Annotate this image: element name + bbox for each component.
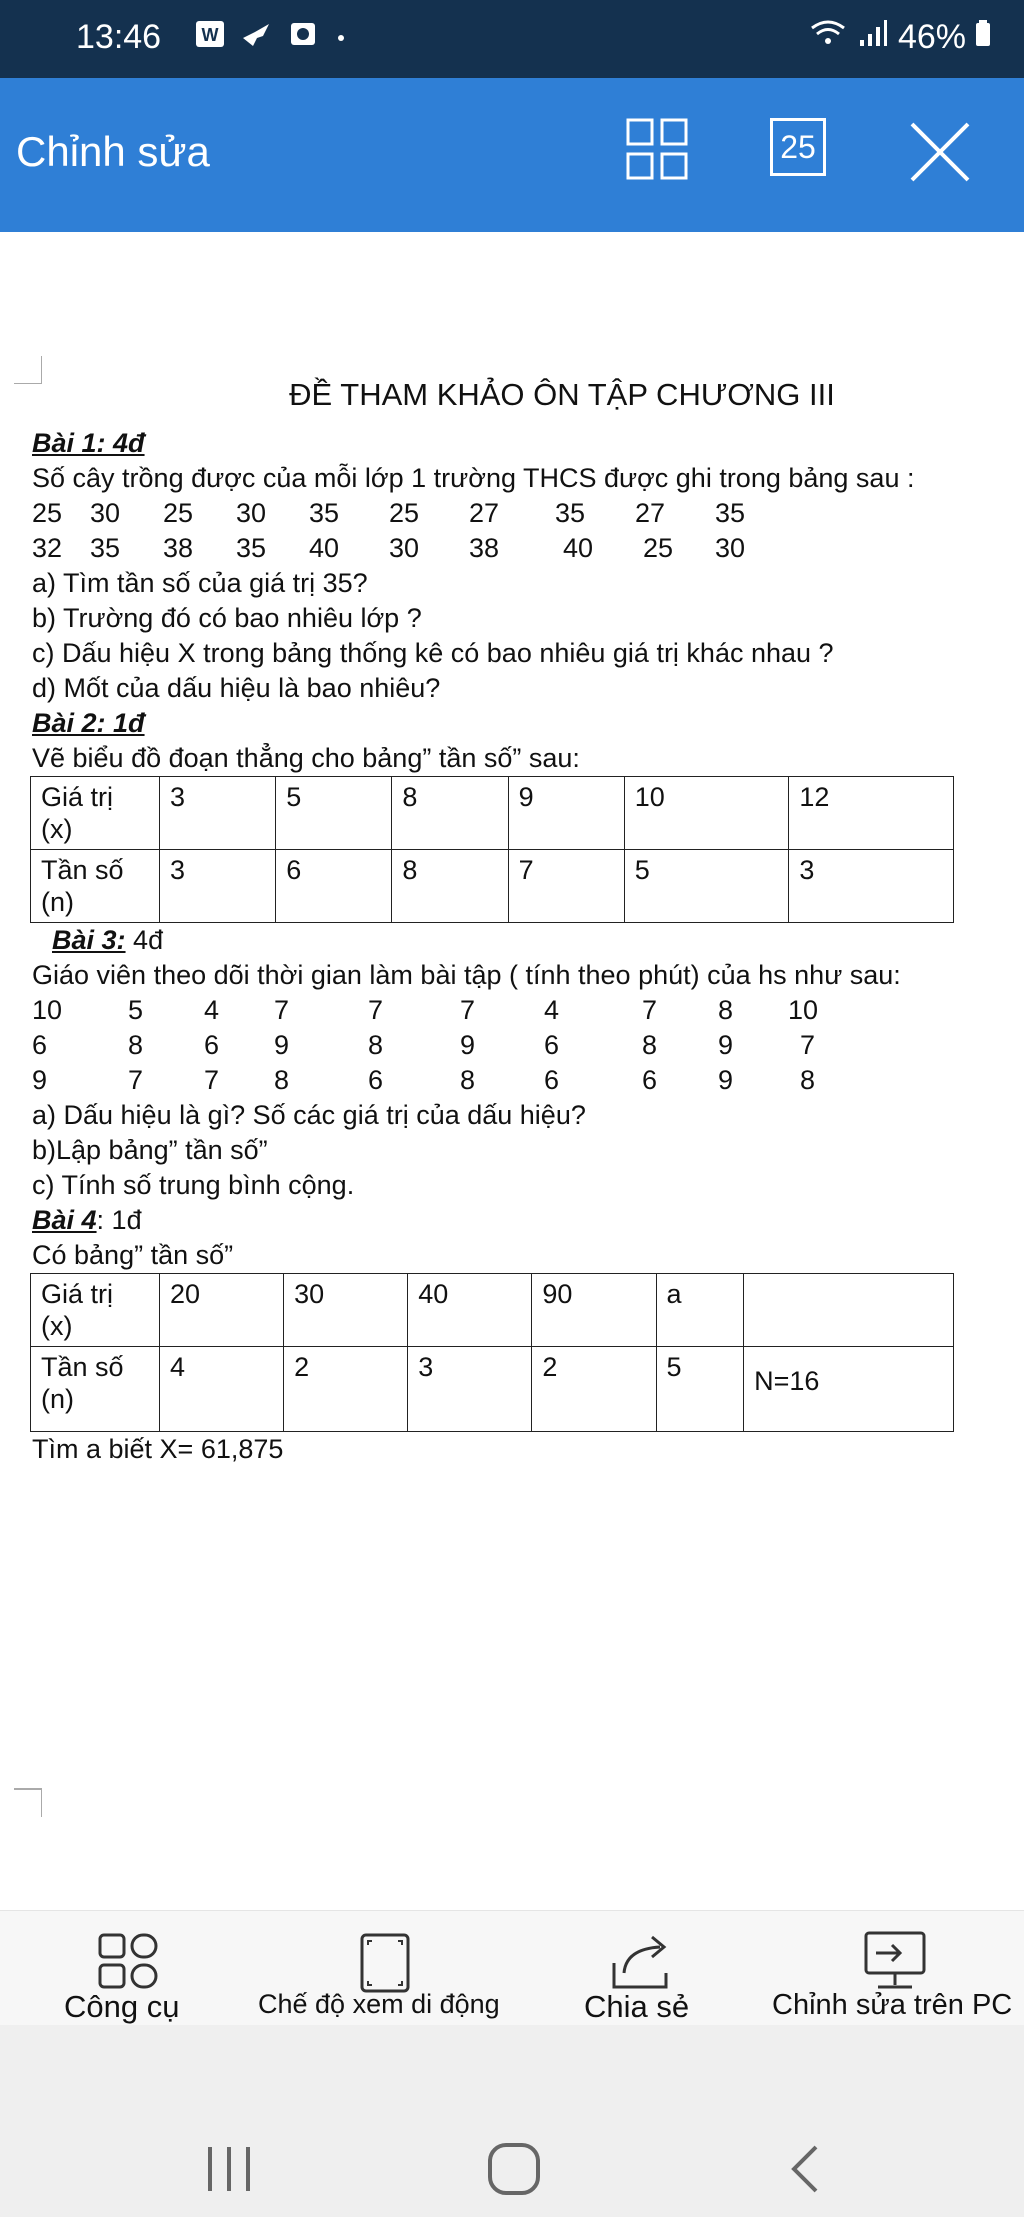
table-cell — [744, 1274, 954, 1347]
document-page — [32, 377, 1012, 1467]
num: 35 — [90, 533, 121, 563]
bai2-intro: Vẽ biểu đồ đoạn thẳng cho bảng” tần số” sau: — [32, 743, 580, 773]
table-cell: 5 — [624, 850, 789, 923]
table-cell: 2 — [532, 1347, 656, 1432]
num: 27 — [635, 498, 666, 528]
bai1-question-c: c) Dấu hiệu X trong bảng thống kê có bao nhiêu giá trị khác nhau ? — [32, 638, 834, 668]
num: 8 — [460, 1065, 476, 1095]
home-icon[interactable] — [486, 2141, 542, 2197]
bai3-intro: Giáo viên theo dõi thời gian làm bài tập ( tính theo phút) của hs như sau: — [32, 960, 901, 990]
tools-button[interactable] — [40, 1911, 216, 2026]
table-cell: 10 — [624, 777, 789, 850]
num: 35 — [555, 498, 586, 528]
edit-on-pc-icon — [862, 1931, 928, 1993]
grid-view-icon[interactable] — [626, 118, 688, 187]
page-title: Chỉnh sửa — [16, 128, 210, 175]
table-cell: 20 — [160, 1274, 284, 1347]
table-cell: 8 — [392, 777, 508, 850]
page-corner-mark-bottom — [12, 1787, 42, 1817]
table-cell: 7 — [508, 850, 624, 923]
document-viewer[interactable] — [0, 232, 1024, 1910]
signal-icon — [858, 18, 888, 57]
table-row — [31, 1274, 954, 1347]
num: 8 — [800, 1065, 816, 1095]
row-label: Tần số (n) — [31, 1347, 160, 1432]
page-count: 25 — [780, 129, 816, 165]
table-cell: 12 — [789, 777, 954, 850]
camera-icon — [289, 20, 317, 53]
num: 40 — [309, 533, 340, 563]
num: 27 — [469, 498, 500, 528]
num: 8 — [642, 1030, 658, 1060]
status-time: 13:46 — [76, 18, 162, 56]
num: 40 — [563, 533, 594, 563]
share-icon — [608, 1933, 674, 1993]
num: 6 — [642, 1065, 658, 1095]
table-row — [31, 850, 954, 923]
table-cell: 40 — [408, 1274, 532, 1347]
bai4-title: Bài 4 — [32, 1205, 97, 1235]
num: 9 — [718, 1030, 734, 1060]
bai4-footer: Tìm a biết X= 61,875 — [32, 1434, 284, 1464]
bai4-frequency-table — [30, 1273, 954, 1432]
table-cell: 5 — [276, 777, 392, 850]
num: 35 — [309, 498, 340, 528]
num: 8 — [128, 1030, 144, 1060]
num: 10 — [788, 995, 819, 1025]
num: 25 — [389, 498, 420, 528]
num: 8 — [274, 1065, 290, 1095]
bai3-title: Bài 3: — [52, 925, 126, 955]
table-cell: 6 — [276, 850, 392, 923]
status-bar — [0, 0, 1024, 78]
bai4-intro: Có bảng” tần số” — [32, 1240, 234, 1270]
bai4-heading — [32, 1203, 1012, 1238]
num: 38 — [163, 533, 194, 563]
system-nav-bar — [0, 2025, 1024, 2217]
close-icon[interactable] — [908, 120, 972, 189]
num: 7 — [274, 995, 290, 1025]
num: 5 — [128, 995, 144, 1025]
svg-text:W: W — [201, 25, 219, 45]
bai1-title: Bài 1: 4đ — [32, 428, 145, 458]
bai4-points: : 1đ — [96, 1205, 142, 1235]
table-cell: 90 — [532, 1274, 656, 1347]
num: 9 — [274, 1030, 290, 1060]
bai3-question-c: c) Tính số trung bình cộng. — [32, 1170, 355, 1200]
num: 8 — [718, 995, 734, 1025]
table-cell: 5 — [656, 1347, 744, 1432]
bai1-row1 — [32, 496, 1012, 531]
table-cell: 30 — [284, 1274, 408, 1347]
table-cell: 3 — [408, 1347, 532, 1432]
num: 9 — [32, 1065, 48, 1095]
share-label: Chia sẻ — [584, 1989, 690, 2024]
num: 35 — [715, 498, 746, 528]
num: 25 — [643, 533, 674, 563]
table-cell: a — [656, 1274, 744, 1347]
edit-on-pc-button[interactable] — [760, 1911, 1024, 2026]
bai1-question-b: b) Trường đó có bao nhiêu lớp ? — [32, 603, 422, 633]
num: 35 — [236, 533, 267, 563]
table-cell: 9 — [508, 777, 624, 850]
num: 9 — [718, 1065, 734, 1095]
num: 32 — [32, 533, 63, 563]
row-label: Giá trị (x) — [31, 777, 160, 850]
bai3-row3 — [32, 1063, 1012, 1098]
back-icon[interactable] — [786, 2143, 822, 2195]
tools-icon — [98, 1933, 160, 1991]
row-label: Giá trị (x) — [31, 1274, 160, 1347]
bai3-heading — [52, 923, 1012, 958]
document-heading: ĐỀ THAM KHẢO ÔN TẬP CHƯƠNG III — [289, 377, 835, 412]
bai2-frequency-table — [30, 776, 954, 923]
num: 7 — [204, 1065, 220, 1095]
mobile-view-icon — [360, 1933, 410, 1995]
table-cell: 3 — [160, 777, 276, 850]
table-cell: N=16 — [744, 1347, 954, 1432]
table-cell: 3 — [160, 850, 276, 923]
bai3-row1 — [32, 993, 1012, 1028]
num: 6 — [204, 1030, 220, 1060]
bai3-row2 — [32, 1028, 1012, 1063]
num: 8 — [368, 1030, 384, 1060]
row-label: Tần số (n) — [31, 850, 160, 923]
num: 30 — [715, 533, 746, 563]
bai2-title: Bài 2: 1đ — [32, 708, 145, 738]
table-row — [31, 1347, 954, 1432]
num: 4 — [204, 995, 220, 1025]
w-app-icon — [195, 20, 225, 53]
edit-on-pc-label: Chỉnh sửa trên PC — [772, 1989, 1013, 2021]
bai3-question-b: b)Lập bảng” tần số” — [32, 1135, 268, 1165]
num: 30 — [236, 498, 267, 528]
num: 6 — [32, 1030, 48, 1060]
table-cell: 8 — [392, 850, 508, 923]
bai1-row2 — [32, 531, 1012, 566]
num: 4 — [544, 995, 560, 1025]
table-cell: 2 — [284, 1347, 408, 1432]
num: 7 — [642, 995, 658, 1025]
battery-level: 46% — [897, 18, 966, 56]
num: 7 — [800, 1030, 816, 1060]
num: 30 — [389, 533, 420, 563]
bai1-question-d: d) Mốt của dấu hiệu là bao nhiêu? — [32, 673, 441, 703]
app-bar — [0, 78, 1024, 232]
table-cell: 4 — [160, 1347, 284, 1432]
table-cell: 3 — [789, 850, 954, 923]
bai3-question-a: a) Dấu hiệu là gì? Số các giá trị của dấu hiệu? — [32, 1100, 586, 1130]
num: 38 — [469, 533, 500, 563]
num: 7 — [128, 1065, 144, 1095]
num: 7 — [368, 995, 384, 1025]
mobile-view-button[interactable] — [250, 1911, 530, 2026]
table-row — [31, 777, 954, 850]
num: 25 — [32, 498, 63, 528]
wifi-icon — [808, 18, 848, 57]
share-button[interactable] — [570, 1911, 710, 2026]
recent-apps-icon[interactable] — [204, 2143, 254, 2195]
battery-icon — [976, 18, 994, 57]
tools-label: Công cụ — [64, 1989, 180, 2024]
bai1-intro: Số cây trồng được của mỗi lớp 1 trường THCS được ghi trong bảng sau : — [32, 463, 915, 493]
num: 6 — [544, 1030, 560, 1060]
num: 10 — [32, 995, 63, 1025]
dot-icon — [333, 20, 349, 53]
bottom-toolbar — [0, 1910, 1024, 2026]
num: 30 — [90, 498, 121, 528]
num: 9 — [460, 1030, 476, 1060]
mobile-view-label: Chế độ xem di động — [258, 1989, 500, 2019]
num: 6 — [368, 1065, 384, 1095]
num: 25 — [163, 498, 194, 528]
notification-icons — [195, 20, 349, 53]
bai1-question-a: a) Tìm tần số của giá trị 35? — [32, 568, 368, 598]
bird-icon — [241, 20, 273, 53]
num: 6 — [544, 1065, 560, 1095]
bai3-points: 4đ — [133, 925, 164, 955]
page-count-button[interactable] — [770, 118, 826, 176]
num: 7 — [460, 995, 476, 1025]
